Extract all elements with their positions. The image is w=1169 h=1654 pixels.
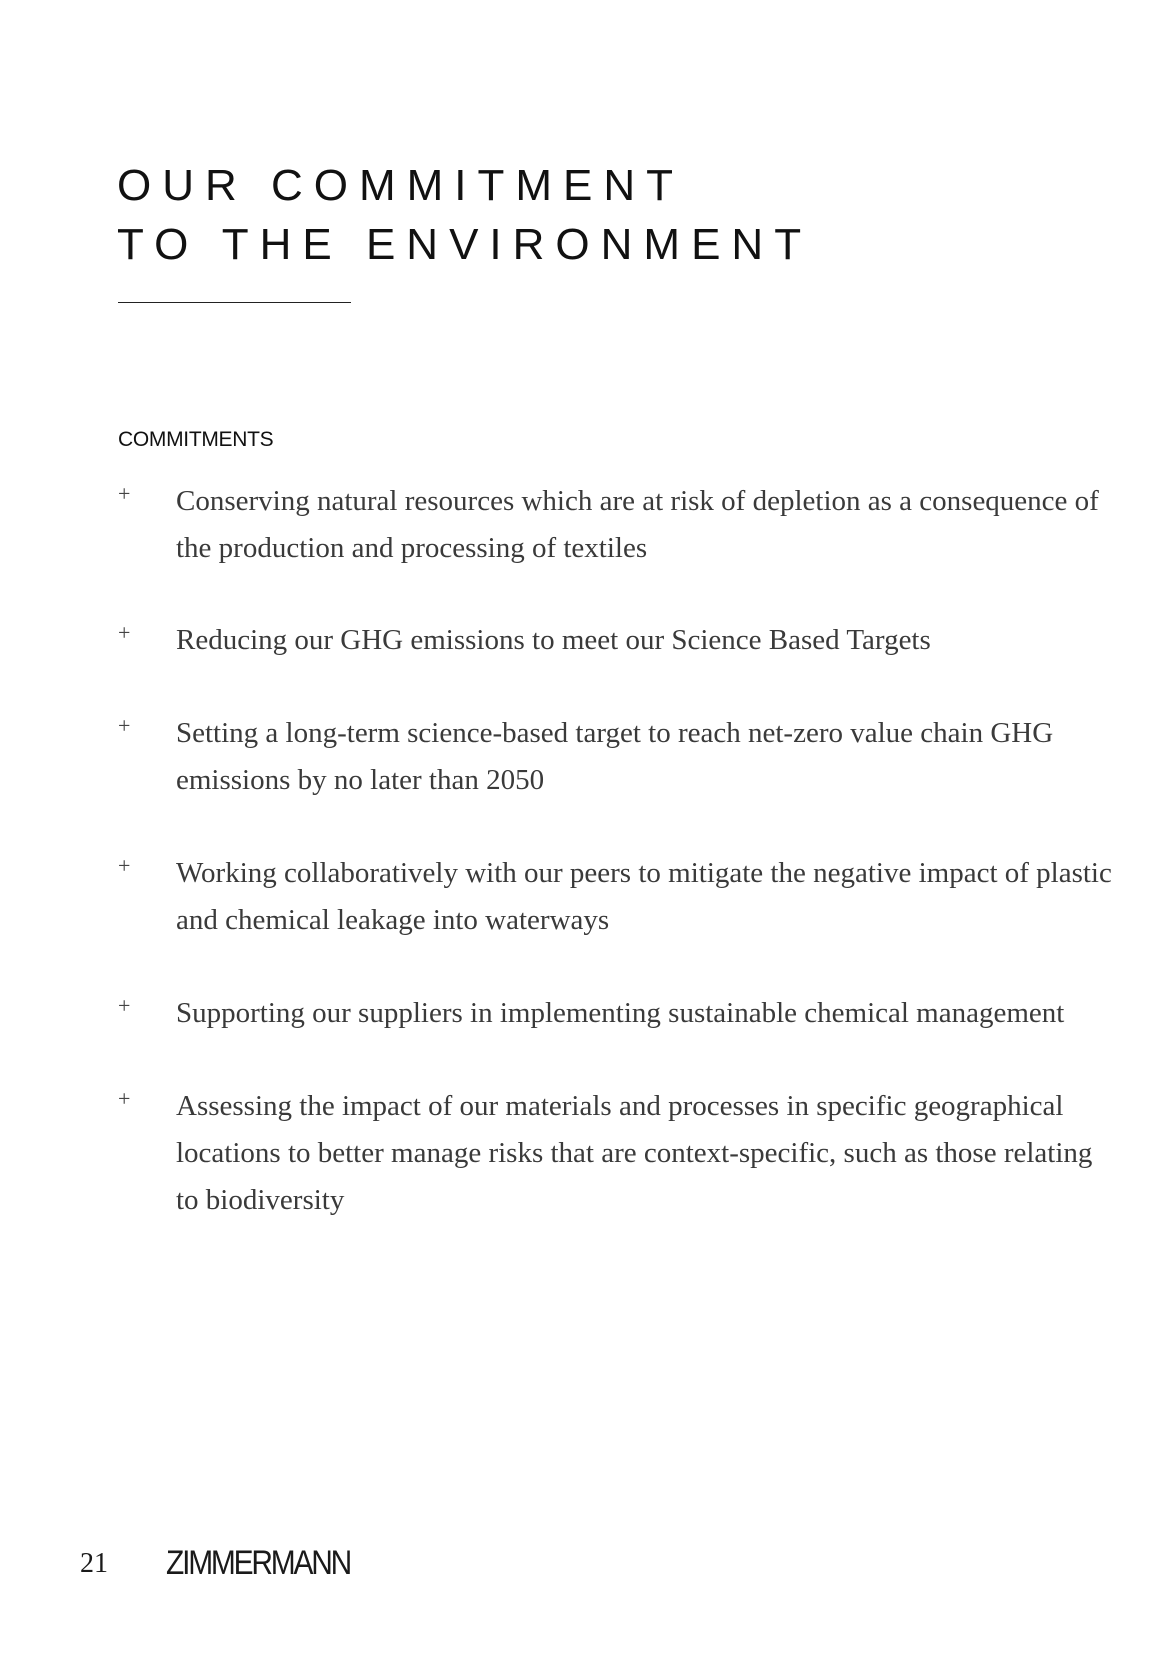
plus-bullet-icon: + [118,620,131,645]
plus-bullet-icon: + [118,481,131,506]
page-title [117,156,812,274]
page-number: 21 [80,1548,108,1579]
commitment-text: Working collaboratively with our peers to mitigate the negative impact of plastic and chemical leakage into waterways [176,857,1112,936]
commitment-text: Conserving natural resources which are at risk of depletion as a consequence of the production and processing of textiles [176,485,1099,564]
section-heading: COMMITMENTS [118,428,274,451]
plus-bullet-icon: + [118,713,131,738]
plus-bullet-icon: + [118,1086,131,1111]
commitment-text: Assessing the impact of our materials and processes in specific geographical locations to better manage risks that are context-specific, such as those relating to biodiversity [176,1090,1093,1216]
commitment-text: Reducing our GHG emissions to meet our Science Based Targets [176,624,931,656]
commitment-text: Supporting our suppliers in implementing sustainable chemical management [176,997,1065,1029]
plus-bullet-icon: + [118,993,131,1018]
title-divider [118,302,351,303]
brand-logo: ZIMMERMANN [166,1544,351,1582]
page-title-line-1: OUR COMMITMENT [117,161,685,210]
plus-bullet-icon: + [118,853,131,878]
page-title-line-2: TO THE ENVIRONMENT [117,220,813,269]
commitment-text: Setting a long-term science-based target to reach net-zero value chain GHG emissions by no later than 2050 [176,717,1054,796]
